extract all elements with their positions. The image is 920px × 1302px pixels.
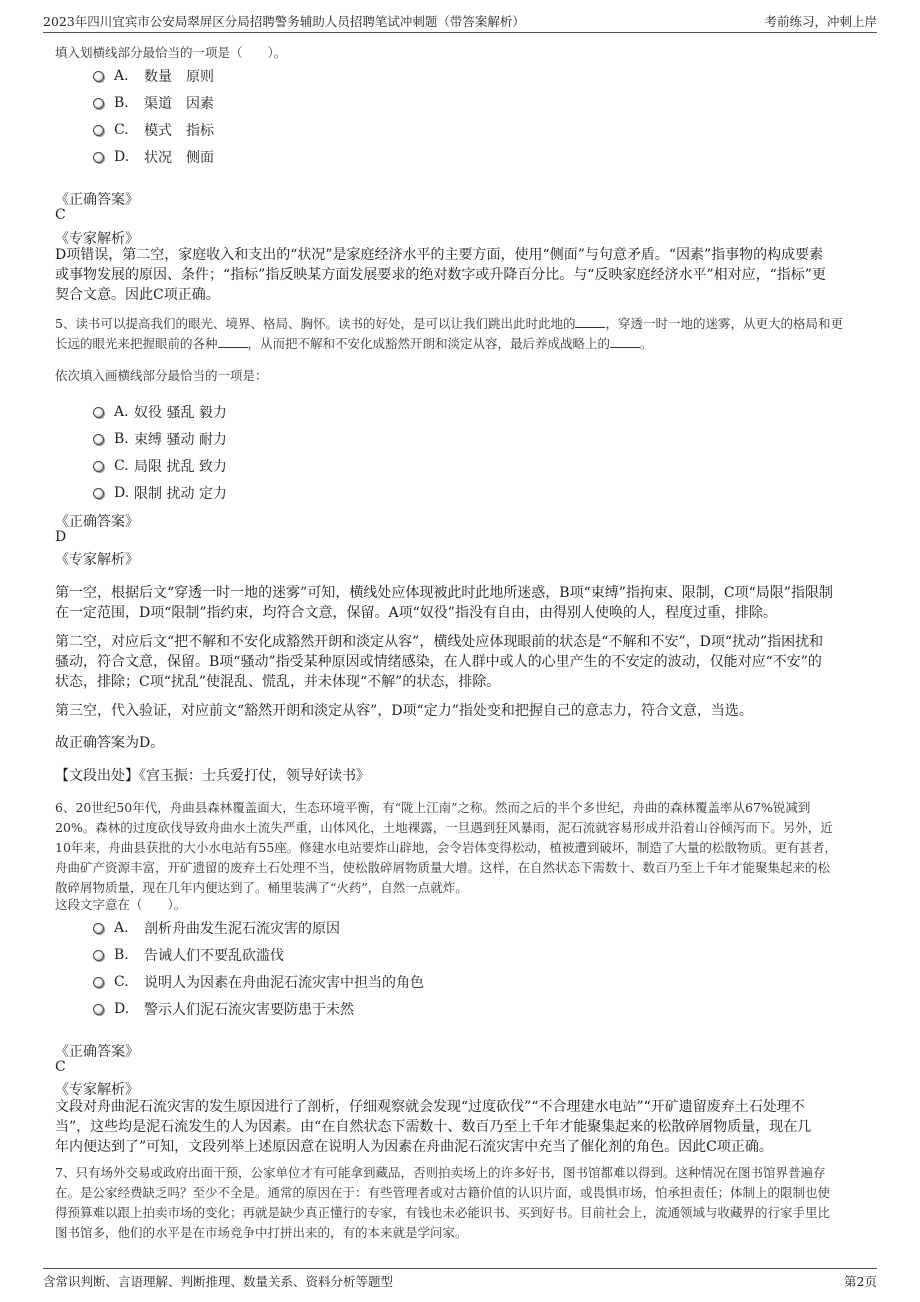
blank-2	[218, 347, 248, 348]
radio-icon[interactable]	[93, 98, 104, 109]
header-slogan: 考前练习，冲刺上岸	[764, 14, 877, 29]
q5-stem: 5、读书可以提高我们的眼光、境界、格局、胸怀。读书的好处，是可以让我们跳出此时此地的 ，穿透一时一地的迷雾，从更大的格局和更 长远的眼光来把握眼前的各种 ，从而把不解和不安化成豁然开朗和淡定从容，最后养成战略上的 。	[55, 316, 843, 351]
q4-prompt: 填入划横线部分最恰当的一项是（ ）。	[55, 45, 287, 60]
radio-icon[interactable]	[93, 407, 104, 418]
radio-icon[interactable]	[93, 1004, 104, 1015]
q4-analysis: D项错误，第二空，家庭收入和支出的“状况”是家庭经济水平的主要方面，使用“侧面”与句意矛盾。“因素”指事物的构成要素 或事物发展的原因、条件；“指标”指反映某方面发展要求的绝对数字或升降百分比。与“反映家庭经济水平”相对应，“指标”更 契合文意。因此C项正确。	[55, 247, 826, 303]
q5-answer-value: D	[55, 529, 67, 545]
q6-option-c[interactable]: C. 说明人为因素在舟曲泥石流灾害中担当的角色	[93, 972, 424, 992]
q5-analysis-label: 《专家解析》	[55, 552, 139, 568]
q4-option-b[interactable]: B. 渠道 因素	[93, 93, 214, 113]
blank-3	[610, 347, 640, 348]
radio-icon[interactable]	[93, 71, 104, 82]
q4-option-d[interactable]: D. 状况 侧面	[93, 147, 214, 167]
footer-divider	[43, 1268, 877, 1269]
q6-option-b[interactable]: B. 告诫人们不要乱砍滥伐	[93, 945, 284, 965]
q4-analysis-label: 《专家解析》	[55, 231, 139, 247]
q5-analysis-p2: 第二空，对应后文“把不解和不安化成豁然开朗和淡定从容”，横线处应体现眼前的状态是“不解和不安”，D项“扰动”指困扰和 骚动，符合文意，保留。B项“骚动”指受某种原因或情绪感染，在人群中或人的心里产生的不安定的波动，仅能对应“不安”的 状态，排除；C项“扰乱”使混乱、慌乱，并未体现“不解”的状态，排除。	[55, 634, 824, 690]
q5-prompt: 依次填入画横线部分最恰当的一项是：	[55, 368, 268, 383]
radio-icon[interactable]	[93, 461, 104, 472]
q4-option-c[interactable]: C. 模式 指标	[93, 120, 214, 140]
q6-answer-value: C	[55, 1059, 66, 1075]
radio-icon[interactable]	[93, 434, 104, 445]
footer-note: 含常识判断、言语理解、判断推理、数量关系、资料分析等题型	[43, 1274, 394, 1289]
q6-analysis: 文段对舟曲泥石流灾害的发生原因进行了剖析，仔细观察就会发现“过度砍伐”“不合理建水电站”“开矿遗留废弃土石处理不 当”，这些均是泥石流发生的人为因素。由“在自然状态下需数十、数百乃至上千年才能聚集起来的松散碎屑物质量，现在几 年内便达到了”可知，文段列举上述原因意在说明人为因素在舟曲泥石流灾害中充当了催化剂的角色。因此C项正确。	[55, 1099, 812, 1155]
header-divider	[43, 32, 877, 33]
header-title: 2023年四川宜宾市公安局翠屏区分局招聘警务辅助人员招聘笔试冲刺题（带答案解析）	[43, 14, 525, 29]
radio-icon[interactable]	[93, 977, 104, 988]
q4-answer-value: C	[55, 207, 66, 223]
q5-analysis-p1: 第一空，根据后文“穿透一时一地的迷雾”可知，横线处应体现被此时此地所迷惑，B项“束缚”指拘束、限制，C项“局限”指限制 在一定范围，D项“限制”指约束，均符合文意，保留。A项“奴役”指没有自由，由得别人使唤的人，程度过重，排除。	[55, 585, 833, 621]
q6-analysis-label: 《专家解析》	[55, 1082, 139, 1098]
q4-answer-label: 《正确答案》	[55, 192, 139, 208]
q6-stem: 6、20世纪50年代，舟曲县森林覆盖面大，生态环境平衡，有“陇上江南”之称。然而之后的半个多世纪，舟曲的森林覆盖率从67%锐减到 20%。森林的过度砍伐导致舟曲水土流失严重，山体风化，土地裸露，一旦遇到狂风暴雨，泥石流就容易形成并沿着山谷倾泻而下。另外，近 10年来，舟曲县获批的大小水电站有55座。修建水电站要炸山辟地，会令岩体变得松动，植被遭到破坏，制造了大量的松散物质。更有甚者， 舟曲矿产资源丰富，开矿遗留的废弃土石处理不当，使松散碎屑物质量大增。这样，在自然状态下需数十、数百乃至上千年才能聚集起来的松 散碎屑物质量，现在几年内便达到了。桶里装满了“火药”，自然一点就炸。 这段文字意在（ ）。	[55, 800, 837, 912]
q4-option-a[interactable]: A. 数量 原则	[93, 66, 214, 86]
q6-option-d[interactable]: D. 警示人们泥石流灾害要防患于未然	[93, 999, 354, 1019]
q6-option-a[interactable]: A. 剖析舟曲发生泥石流灾害的原因	[93, 918, 340, 938]
q5-source: 【文段出处】《宫玉振：士兵爱打仗，领导好读书》	[55, 768, 370, 784]
q5-option-b[interactable]: B. 束缚 骚动 耐力	[93, 429, 227, 449]
q5-option-a[interactable]: A. 奴役 骚乱 毅力	[93, 402, 227, 422]
radio-icon[interactable]	[93, 125, 104, 136]
q7-stem: 7、只有场外交易或政府出面干预，公家单位才有可能拿到藏品，否则拍卖场上的许多好书，图书馆都难以得到。这种情况在图书馆界普遍存 在。是公家经费缺乏吗？至少不全是。通常的原因在于：有些管理者或对古籍价值的认识片面，或畏惧市场，怕承担责任；体制上的限制也使 得预算难以跟上拍卖市场的变化；再就是缺少真正懂行的专家，有钱也未必能识书、买到好书。目前社会上，流通领域与收藏界的行家手里比 图书馆多，他们的水平是在市场竞争中打拼出来的，有的本来就是学问家。	[55, 1165, 831, 1240]
radio-icon[interactable]	[93, 923, 104, 934]
q5-option-c[interactable]: C. 局限 扰乱 致力	[93, 456, 227, 476]
radio-icon[interactable]	[93, 950, 104, 961]
q6-answer-label: 《正确答案》	[55, 1044, 139, 1060]
radio-icon[interactable]	[93, 488, 104, 499]
q5-analysis-p3: 第三空，代入验证，对应前文“豁然开朗和淡定从容”，D项“定力”指处变和把握自己的意志力，符合文意，当选。	[55, 703, 753, 719]
blank-1	[575, 327, 605, 328]
q5-analysis-p4: 故正确答案为D。	[55, 735, 165, 751]
q5-option-d[interactable]: D. 限制 扰动 定力	[93, 483, 227, 503]
q5-answer-label: 《正确答案》	[55, 514, 139, 530]
radio-icon[interactable]	[93, 152, 104, 163]
page-number: 第2页	[844, 1274, 877, 1289]
